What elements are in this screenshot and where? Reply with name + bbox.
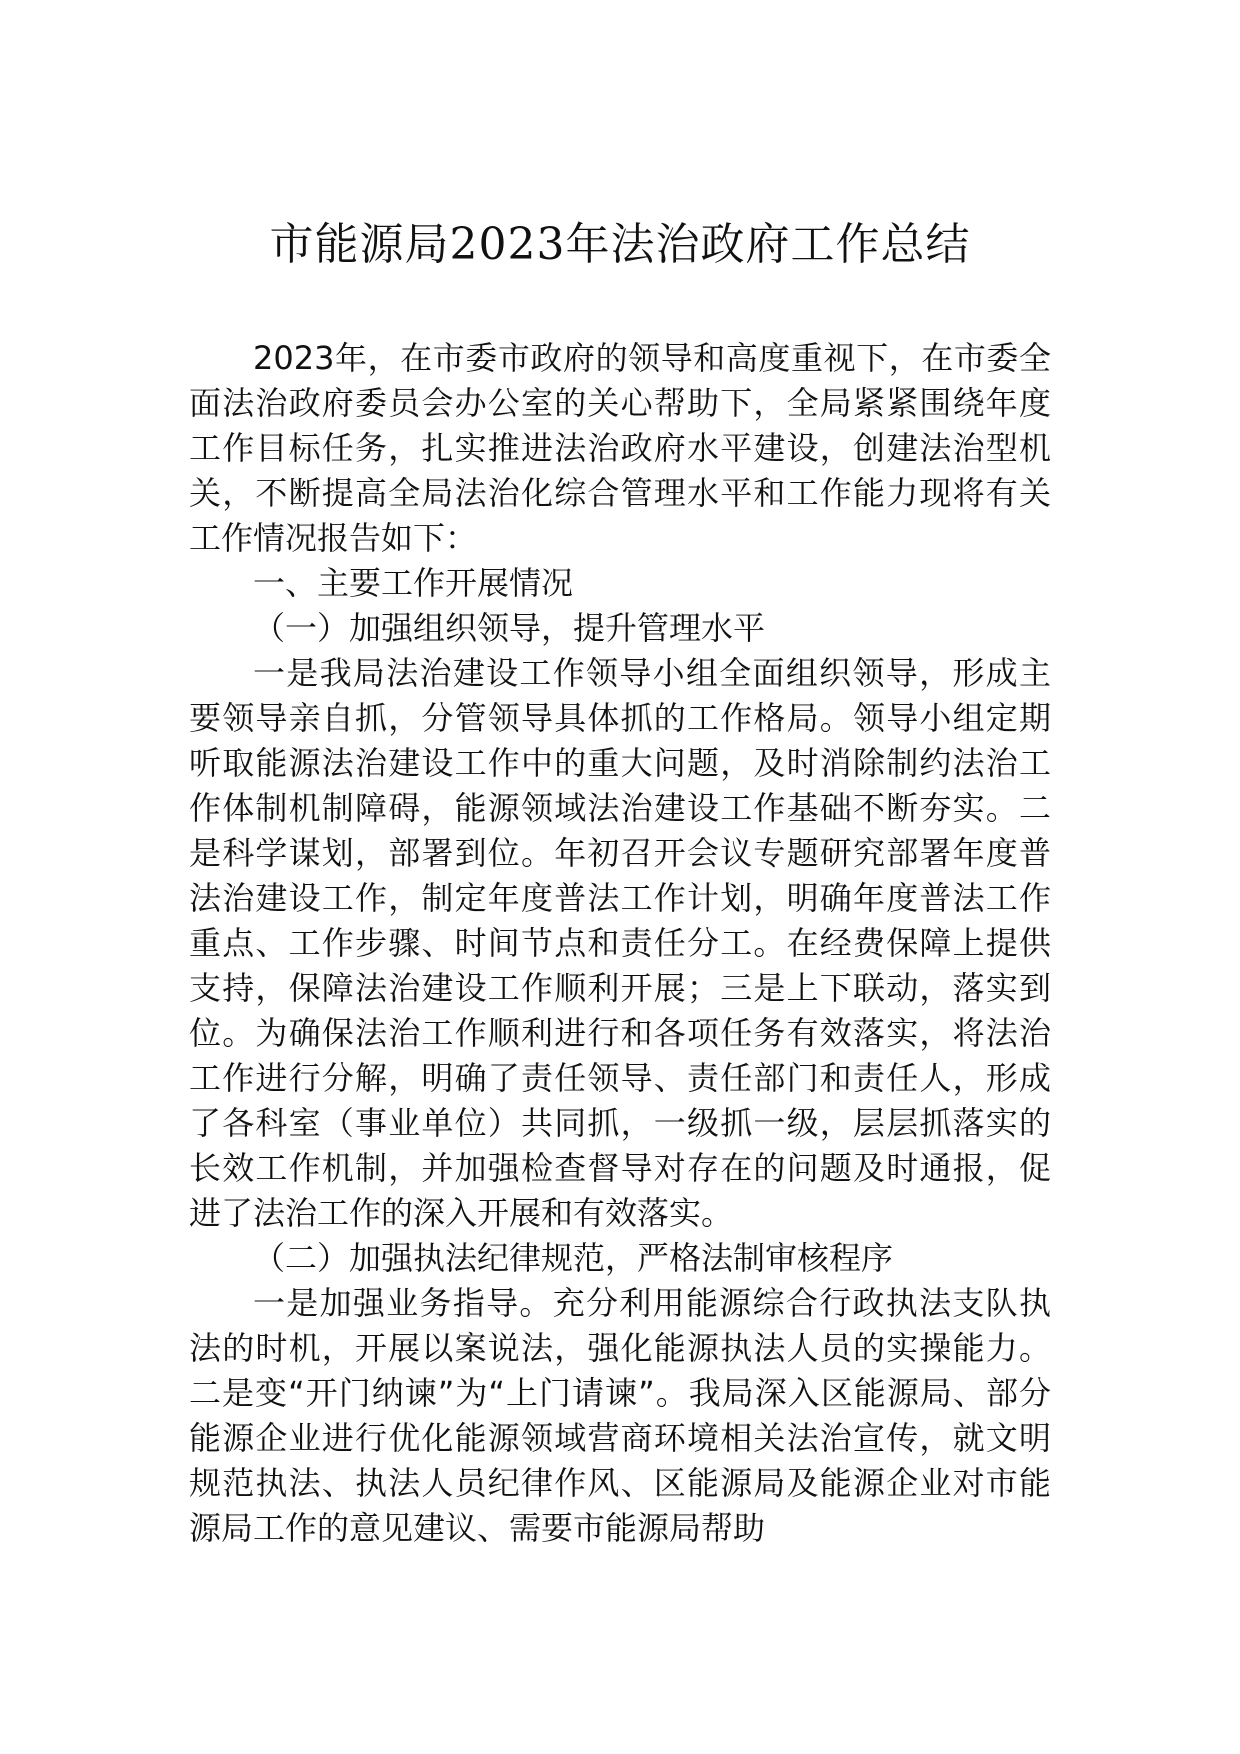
document-title: 市能源局2023年法治政府工作总结 — [269, 219, 971, 270]
intro-paragraph: 2023年，在市委市政府的领导和高度重视下，在市委全面法治政府委员会办公室的关心帮助下，全局紧紧围绕年度工作目标任务，扎实推进法治政府水平建设，创建法治型机关，不断提高全局法治化综合管理水平和工作能力现将有关工作情况报告如下： — [189, 339, 1051, 557]
body-paragraph-1: 一是我局法治建设工作领导小组全面组织领导，形成主要领导亲自抓，分管领导具体抓的工作格局。领导小组定期听取能源法治建设工作中的重大问题，及时消除制约法治工作体制机制障碍，能源领域法治建设工作基础不断夯实。二是科学谋划，部署到位。年初召开会议专题研究部署年度普法治建设工作，制定年度普法工作计划，明确年度普法工作重点、工作步骤、时间节点和责任分工。在经费保障上提供支持，保障法治建设工作顺利开展；三是上下联动，落实到位。为确保法治工作顺利进行和各项任务有效落实，将法治工作进行分解，明确了责任领导、责任部门和责任人，形成了各科室（事业单位）共同抓，一级抓一级，层层抓落实的长效工作机制，并加强检查督导对存在的问题及时通报，促进了法治工作的深入开展和有效落实。 — [189, 654, 1051, 1232]
subsection-heading-1: （一）加强组织领导，提升管理水平 — [253, 609, 766, 647]
body-paragraph-2: 一是加强业务指导。充分利用能源综合行政执法支队执法的时机，开展以案说法，强化能源执法人员的实操能力。二是变“开门纳谏”为“上门请谏”。我局深入区能源局、部分能源企业进行优化能源领域营商环境相关法治宣传，就文明规范执法、执法人员纪律作风、区能源局及能源企业对市能源局工作的意见建议、需要市能源局帮助 — [189, 1284, 1051, 1547]
document-body — [189, 336, 1051, 1551]
subsection-heading-2: （二）加强执法纪律规范，严格法制审核程序 — [253, 1239, 894, 1277]
section-heading-1: 一、主要工作开展情况 — [253, 564, 574, 602]
